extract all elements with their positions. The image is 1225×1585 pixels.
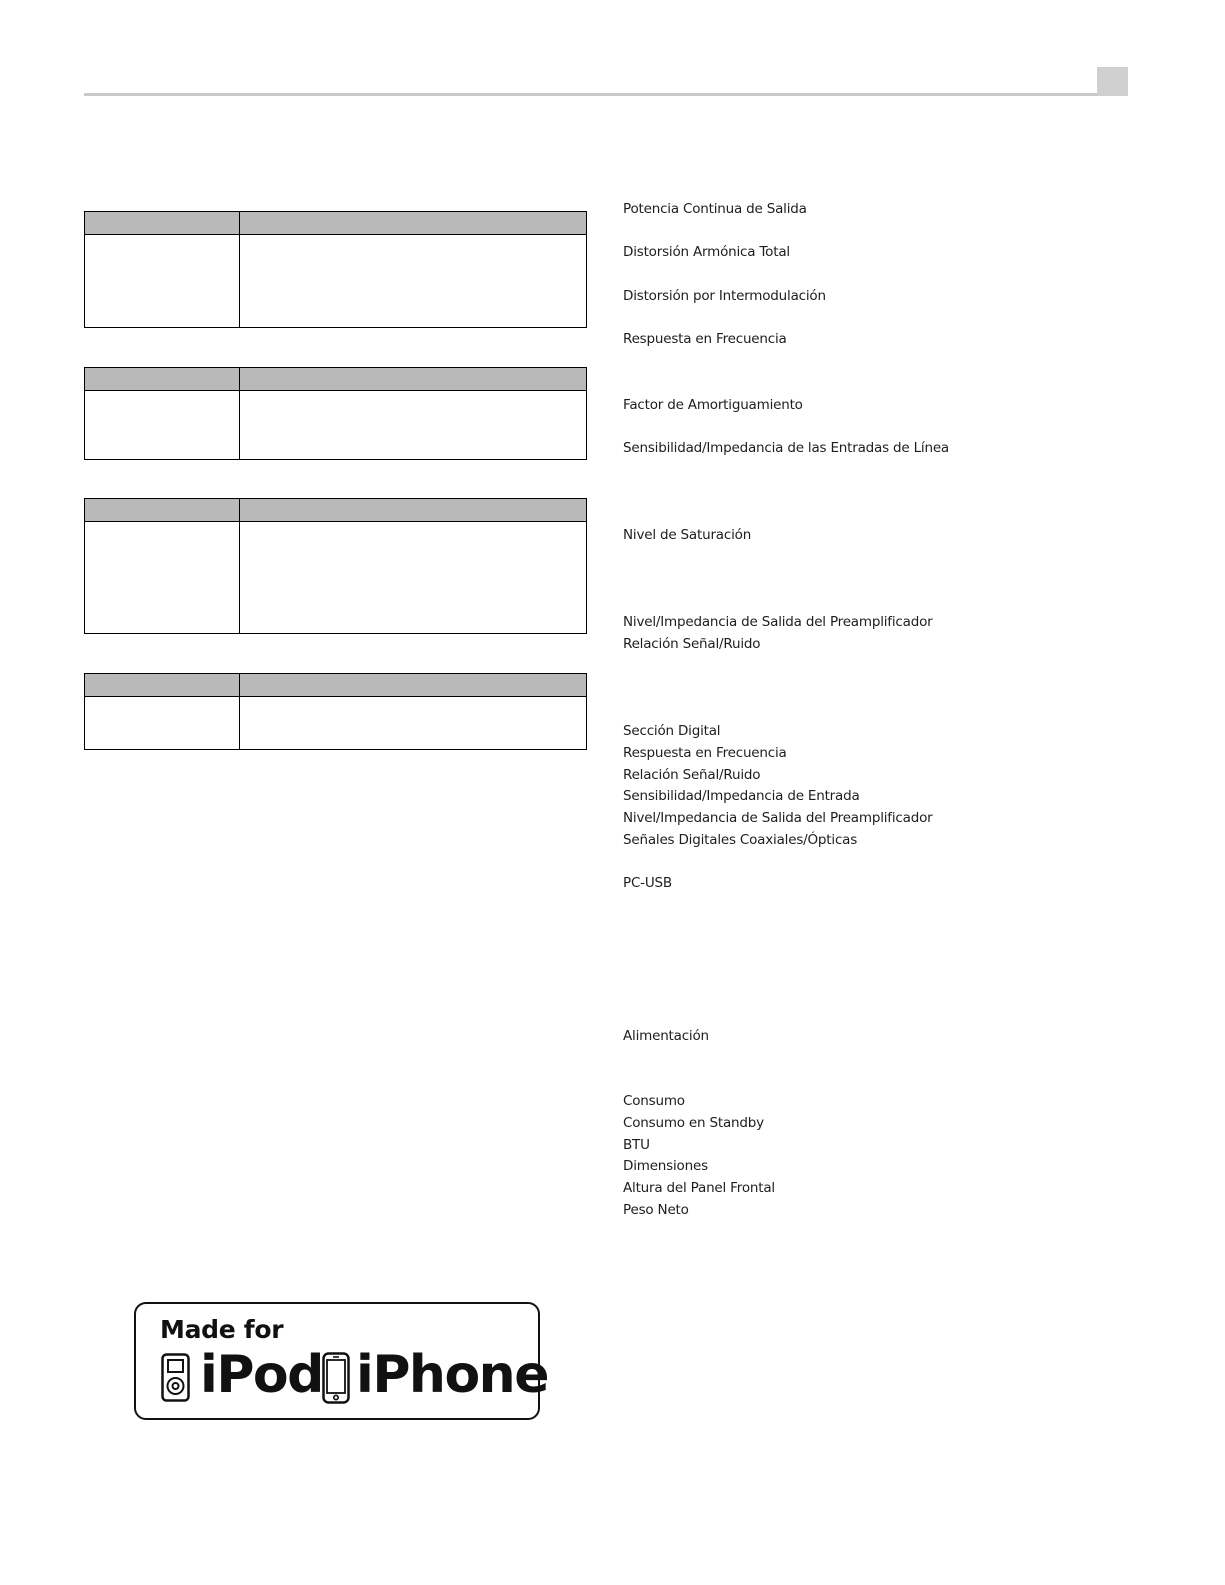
ipod-icon xyxy=(161,1353,191,1403)
spec-label: Peso Neto xyxy=(623,1202,689,1218)
spec-label: Consumo en Standby xyxy=(623,1115,764,1131)
spec-label: Distorsión Armónica Total xyxy=(623,244,790,260)
badge-iphone-text: iPhone xyxy=(356,1345,548,1405)
badge-ipod-text: iPod xyxy=(200,1345,323,1405)
spec-label: Consumo xyxy=(623,1093,685,1109)
table-cell xyxy=(240,522,586,633)
spec-table-1 xyxy=(84,211,587,328)
table-header-row xyxy=(85,212,586,235)
table-cell xyxy=(85,697,240,749)
spec-label: Señales Digitales Coaxiales/Ópticas xyxy=(623,832,858,848)
table-row xyxy=(85,522,586,633)
spec-label: PC-USB xyxy=(623,875,672,891)
table-cell xyxy=(240,391,586,459)
spec-label: Potencia Continua de Salida xyxy=(623,201,807,217)
table-row xyxy=(85,235,586,327)
spec-table-4 xyxy=(84,673,587,750)
table-header-cell xyxy=(85,368,240,390)
table-header-row xyxy=(85,368,586,391)
table-header-cell xyxy=(240,674,586,696)
table-header-cell xyxy=(85,212,240,234)
table-cell xyxy=(240,235,586,327)
page-number-tab xyxy=(1097,67,1128,96)
table-cell xyxy=(85,522,240,633)
spec-label: Relación Señal/Ruido xyxy=(623,636,761,652)
table-header-row xyxy=(85,499,586,522)
iphone-icon xyxy=(322,1352,350,1404)
spec-label: Nivel/Impedancia de Salida del Preamplificador xyxy=(623,810,933,826)
spec-label: Respuesta en Frecuencia xyxy=(623,331,787,347)
made-for-ipod-iphone-badge xyxy=(134,1302,548,1420)
spec-label: Factor de Amortiguamiento xyxy=(623,397,803,413)
spec-label: Distorsión por Intermodulación xyxy=(623,288,826,304)
table-cell xyxy=(240,697,586,749)
table-row xyxy=(85,391,586,459)
spec-label: Sensibilidad/Impedancia de las Entradas de Línea xyxy=(623,440,949,456)
spec-label: BTU xyxy=(623,1137,650,1153)
table-header-cell xyxy=(240,368,586,390)
table-header-cell xyxy=(240,212,586,234)
table-cell xyxy=(85,235,240,327)
spec-label: Respuesta en Frecuencia xyxy=(623,745,787,761)
table-header-cell xyxy=(85,674,240,696)
header-rule xyxy=(84,93,1097,96)
table-header-cell xyxy=(85,499,240,521)
spec-label: Sensibilidad/Impedancia de Entrada xyxy=(623,788,860,804)
spec-table-2 xyxy=(84,367,587,460)
spec-label: Altura del Panel Frontal xyxy=(623,1180,775,1196)
spec-label: Relación Señal/Ruido xyxy=(623,767,761,783)
table-header-cell xyxy=(240,499,586,521)
spec-label: Nivel/Impedancia de Salida del Preamplificador xyxy=(623,614,933,630)
spec-label: Alimentación xyxy=(623,1028,709,1044)
spec-label: Dimensiones xyxy=(623,1158,708,1174)
badge-caption: Made for xyxy=(160,1315,284,1344)
spec-label: Sección Digital xyxy=(623,723,721,739)
table-cell xyxy=(85,391,240,459)
table-row xyxy=(85,697,586,749)
spec-table-3 xyxy=(84,498,587,634)
spec-label: Nivel de Saturación xyxy=(623,527,752,543)
table-header-row xyxy=(85,674,586,697)
